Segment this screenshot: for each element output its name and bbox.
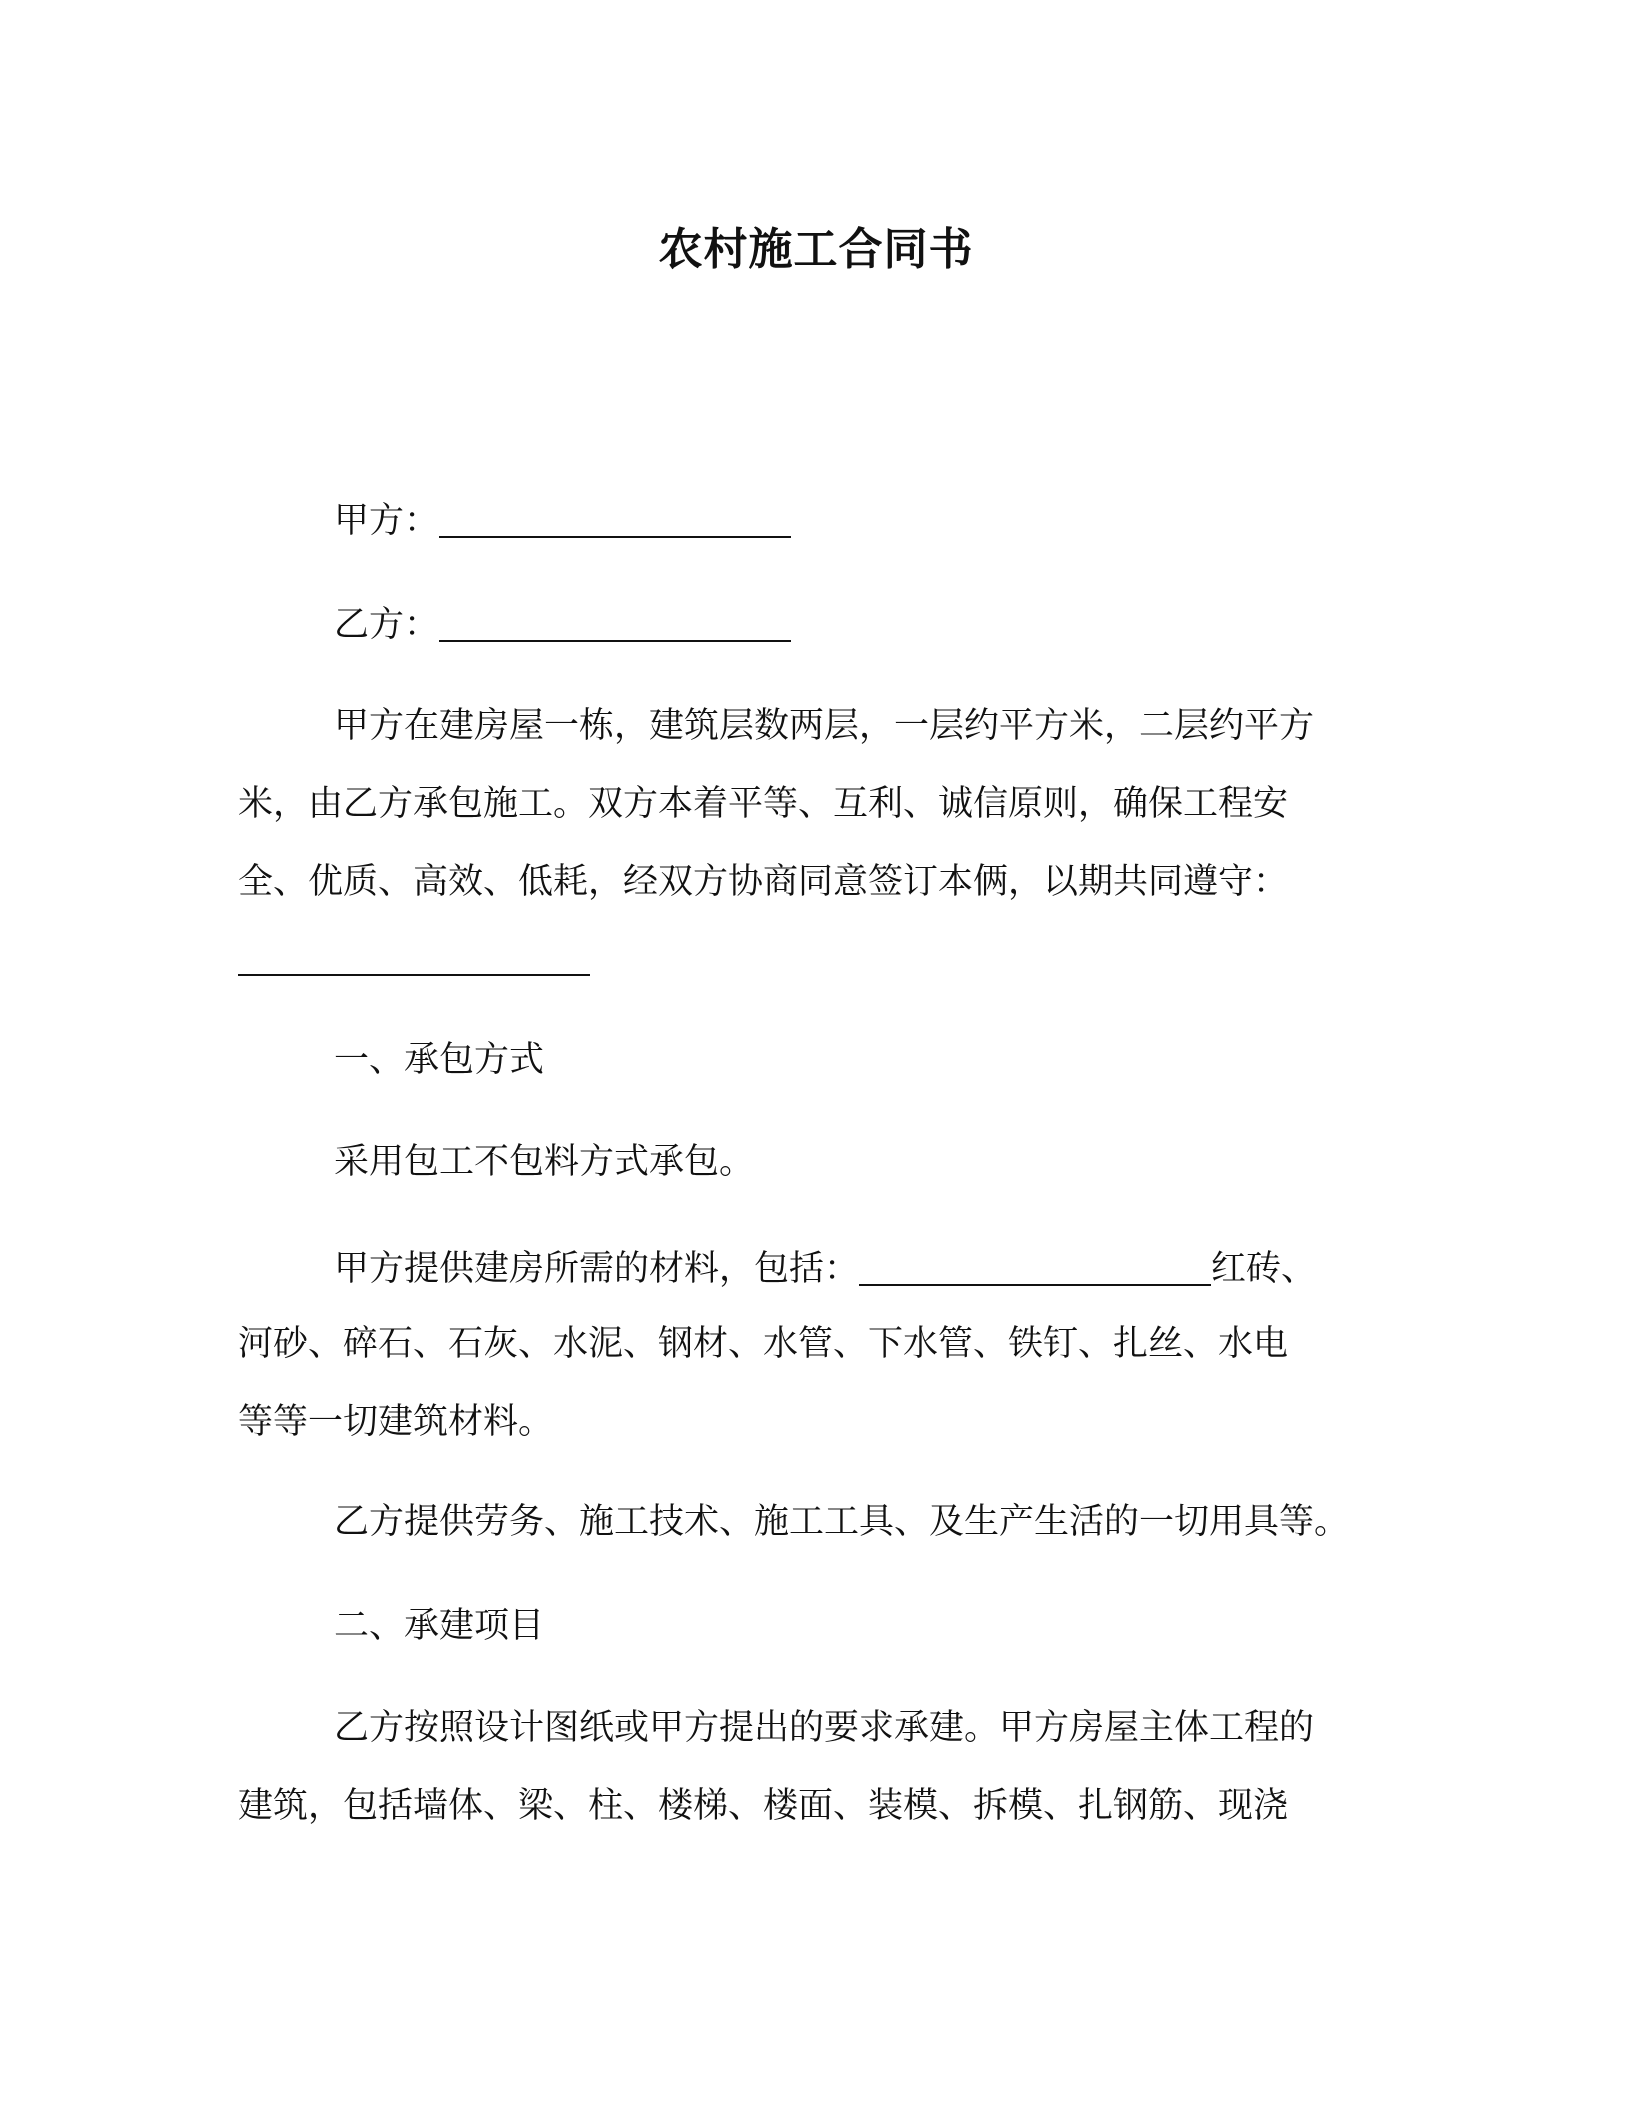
intro-line-3: 全、优质、高效、低耗，经双方协商同意签订本俩，以期共同遵守： [238, 862, 1289, 902]
materials-blank [859, 1244, 1211, 1286]
intro-blank [238, 934, 590, 976]
party-b-line [334, 594, 791, 653]
section-1-paragraph-2-line-2: 河砂、碎石、石灰、水泥、钢材、水管、下水管、铁钉、扎丝、水电 [238, 1324, 1289, 1364]
section-1-heading: 一、承包方式 [334, 1040, 545, 1080]
section-1-paragraph-2-line-3: 等等一切建筑材料。 [238, 1402, 554, 1442]
party-b-blank [439, 600, 791, 642]
intro-line-2: 米，由乙方承包施工。双方本着平等、互利、诚信原则，确保工程安 [238, 784, 1289, 824]
section-1-paragraph-3: 乙方提供劳务、施工技术、施工工具、及生产生活的一切用具等。 [334, 1502, 1350, 1542]
party-b-label: 乙方： [334, 605, 440, 645]
section-2-paragraph-1-line-2: 建筑，包括墙体、梁、柱、楼梯、楼面、装模、拆模、扎钢筋、现浇 [238, 1786, 1289, 1826]
intro-line-1: 甲方在建房屋一栋，建筑层数两层，一层约平方米，二层约平方 [334, 706, 1315, 746]
materials-prefix: 甲方提供建房所需的材料，包括： [334, 1249, 860, 1289]
section-1-paragraph-1: 采用包工不包料方式承包。 [334, 1142, 755, 1182]
section-2-heading: 二、承建项目 [334, 1606, 545, 1646]
materials-suffix: 红砖、 [1211, 1249, 1317, 1289]
document-title: 农村施工合同书 [658, 224, 974, 275]
intro-blank-line [238, 928, 590, 987]
party-a-blank [439, 496, 791, 538]
party-a-label: 甲方： [334, 501, 440, 541]
party-a-line [334, 490, 791, 549]
section-1-paragraph-2-line-1 [334, 1238, 1316, 1297]
section-2-paragraph-1-line-1: 乙方按照设计图纸或甲方提出的要求承建。甲方房屋主体工程的 [334, 1708, 1315, 1748]
